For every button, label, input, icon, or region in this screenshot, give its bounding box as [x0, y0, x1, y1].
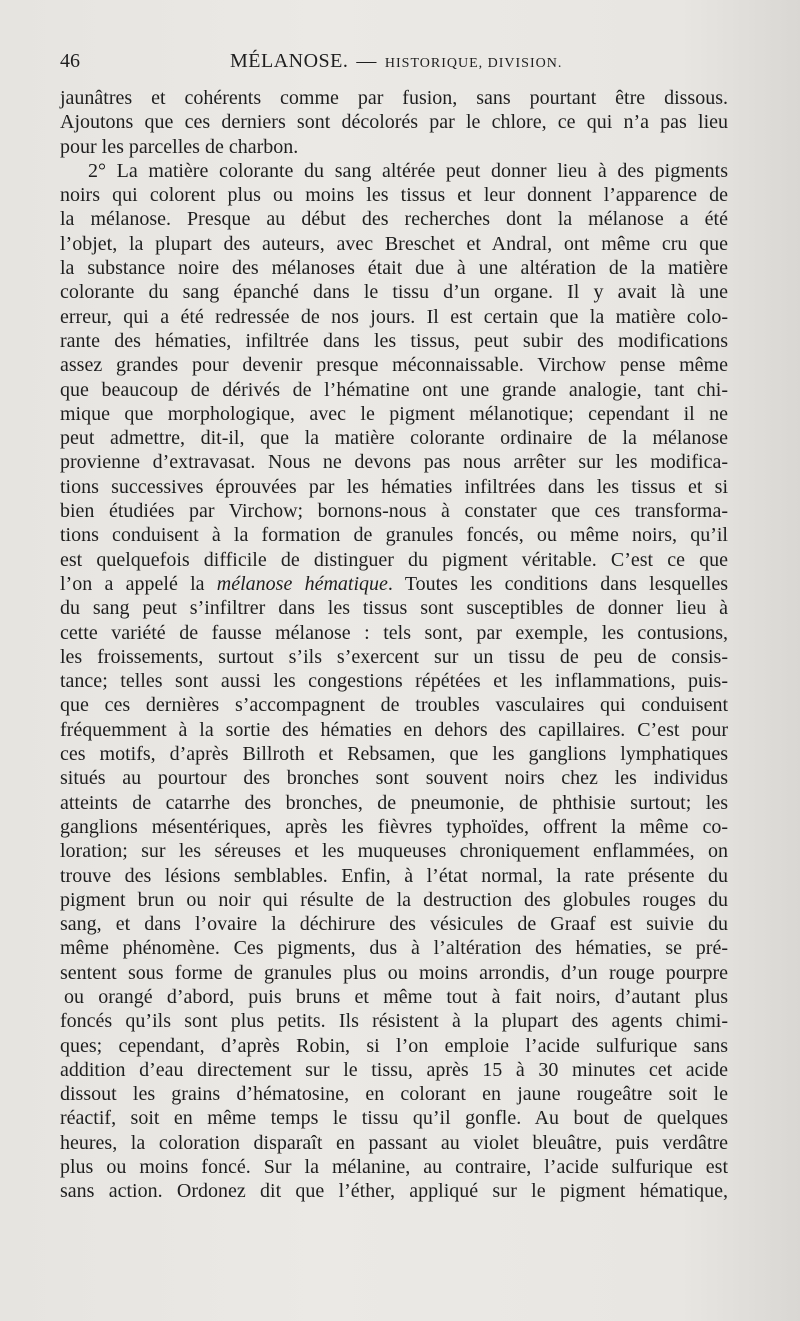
page-header — [60, 46, 730, 76]
text-line: provienne d’extravasat. Nous ne devons pas nous arrêter sur les modifica- — [60, 451, 728, 474]
text-line: réactif, soit en même temps le tissu qu’il gonfle. Au bout de quelques — [60, 1107, 728, 1130]
text-line: situés au pourtour des bronches sont souvent noirs chez les individus — [60, 767, 728, 790]
text-line: peut admettre, dit-il, que la matière colorante ordinaire de la mélanose — [60, 427, 728, 450]
text-segment: . Toutes les conditions dans lesquelles — [387, 572, 729, 595]
text-line: atteints de catarrhe des bronches, de pneumonie, de phthisie surtout; les — [60, 791, 728, 814]
text-line: pour les parcelles de charbon. — [60, 135, 299, 158]
text-line: mique que morphologique, avec le pigment mélanotique; cependant il ne — [60, 402, 728, 425]
text-line: sans action. Ordonez dit que l’éther, appliqué sur le pigment hématique, — [60, 1180, 728, 1203]
text-line: colorante du sang épanché dans le tissu d’un organe. Il y avait là une — [60, 281, 728, 304]
text-line: fréquemment à la sortie des hématies en dehors des capillaires. C’est pour — [60, 718, 728, 741]
text-line: que beaucoup de dérivés de l’hématine ont une grande analogie, tant chi- — [60, 378, 728, 401]
text-line: bien étudiées par Virchow; bornons-nous à constater que ces transforma- — [60, 500, 728, 523]
text-line: du sang peut s’infiltrer dans les tissus sont susceptibles de donner lieu à — [60, 597, 728, 620]
italic-term: mélanose hématique — [216, 572, 388, 595]
text-line: trouve des lésions semblables. Enfin, à l’état normal, la rate présente du — [60, 864, 728, 887]
running-head-dash: — — [356, 50, 377, 72]
text-segment: l’on a appelé la — [60, 572, 217, 595]
running-head-title: MÉLANOSE. — [230, 50, 349, 72]
text-line: les froissements, surtout s’ils s’exercent sur un tissu de peu de consis- — [60, 645, 728, 668]
text-line: dissout les grains d’hématosine, en colorant en jaune rougeâtre soit le — [60, 1083, 728, 1106]
text-line: même phénomène. Ces pigments, dus à l’altération des hématies, se pré- — [60, 937, 728, 960]
text-line: plus ou moins foncé. Sur la mélanine, au contraire, l’acide sulfurique est — [60, 1156, 728, 1179]
text-line: ques; cependant, d’après Robin, si l’on emploie l’acide sulfurique sans — [60, 1034, 728, 1057]
text-line: erreur, qui a été redressée de nos jours. Il est certain que la matière colo- — [60, 305, 728, 328]
text-line: sang, et dans l’ovaire la déchirure des vésicules de Graaf est suivie du — [60, 913, 728, 936]
text-line: rante des hématies, infiltrée dans les tissus, peut subir des modifications — [60, 329, 728, 352]
text-line: 2° La matière colorante du sang altérée peut donner lieu à des pigments — [88, 159, 728, 182]
text-line: tions successives éprouvées par les hématies infiltrées dans les tissus et si — [60, 475, 728, 498]
text-line: sentent sous forme de granules plus ou moins arrondis, d’un rouge pourpre — [60, 961, 728, 984]
text-line: pigment brun ou noir qui résulte de la destruction des globules rouges du — [60, 888, 728, 911]
text-line: addition d’eau directement sur le tissu, après 15 à 30 minutes cet acide — [60, 1058, 728, 1081]
text-line — [60, 572, 728, 596]
text-line: assez grandes pour devenir presque méconnaissable. Virchow pense même — [60, 354, 728, 377]
text-line: tance; telles sont aussi les congestions répétées et les inflammations, puis- — [60, 670, 728, 693]
text-line: l’objet, la plupart des auteurs, avec Breschet et Andral, ont même cru que — [60, 232, 728, 255]
running-head — [230, 50, 562, 73]
text-line: ou orangé d’abord, puis bruns et même tout à fait noirs, d’autant plus — [64, 985, 728, 1008]
text-line: ces motifs, d’après Billroth et Rebsamen, que les ganglions lymphatiques — [60, 743, 728, 766]
text-line: la substance noire des mélanoses était due à une altération de la matière — [60, 257, 728, 280]
text-line: tions conduisent à la formation de granules foncés, ou même noirs, qu’il — [60, 524, 728, 547]
text-line: Ajoutons que ces derniers sont décolorés par le chlore, ce qui n’a pas lieu — [60, 111, 728, 134]
text-line: heures, la coloration disparaît en passant au violet bleuâtre, puis verdâtre — [60, 1131, 728, 1154]
text-line: ganglions mésentériques, après les fièvres typhoïdes, offrent la même co- — [60, 815, 728, 838]
page-number: 46 — [60, 50, 80, 72]
text-line: cette variété de fausse mélanose : tels sont, par exemple, les contusions, — [60, 621, 728, 644]
text-line: noirs qui colorent plus ou moins les tissus et leur donnent l’apparence de — [60, 184, 728, 207]
text-line: foncés qu’ils sont plus petits. Ils résistent à la plupart des agents chimi- — [60, 1010, 728, 1033]
text-line: est quelquefois difficile de distinguer du pigment véritable. C’est ce que — [60, 548, 728, 571]
text-line: loration; sur les séreuses et les muqueuses chroniquement enflammées, on — [60, 840, 728, 863]
text-line: que ces dernières s’accompagnent de troubles vasculaires qui conduisent — [60, 694, 728, 717]
text-line: jaunâtres et cohérents comme par fusion, sans pourtant être dissous. — [60, 87, 728, 109]
running-head-subtitle: HISTORIQUE, DIVISION. — [384, 56, 563, 71]
body-text — [60, 86, 728, 1204]
text-line: la mélanose. Presque au début des recherches dont la mélanose a été — [60, 208, 728, 231]
